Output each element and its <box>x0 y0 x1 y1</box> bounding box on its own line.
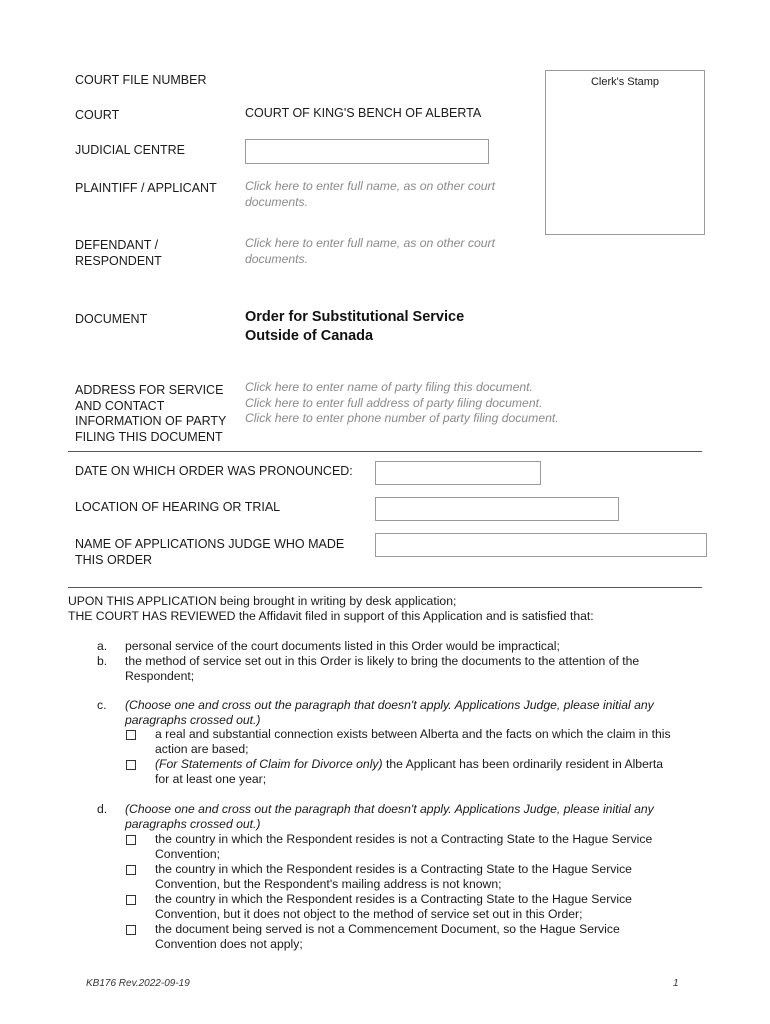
document-label: DOCUMENT <box>75 312 148 326</box>
option-line: Convention, but it does not object to the method of service set out in this Order; <box>155 907 583 921</box>
section-divider <box>68 451 702 452</box>
item-b-letter: b. <box>97 654 108 668</box>
item-d-instruction <box>125 802 654 832</box>
item-c-option-1-checkbox[interactable] <box>126 730 136 740</box>
address-placeholder-line: Click here to enter phone number of party filing document. <box>245 411 559 425</box>
address-placeholder-line: Click here to enter full address of party filing document. <box>245 395 543 410</box>
item-c-option-1-text <box>155 727 671 757</box>
item-b-line: the method of service set out in this Order is likely to bring the documents to the attention of the <box>125 654 640 668</box>
intro-line: UPON THIS APPLICATION being brought in writing by desk application; <box>68 594 457 608</box>
section-divider <box>68 587 702 588</box>
option-italic-text: (For Statements of Claim for Divorce only) <box>155 757 383 771</box>
item-b-line: Respondent; <box>125 669 195 683</box>
defendant-placeholder-line: documents. <box>245 251 309 266</box>
item-d-option-4-text <box>155 922 620 952</box>
item-d-option-3-text <box>155 892 632 922</box>
judge-name-field[interactable] <box>375 533 707 557</box>
item-d-option-2-text <box>155 862 632 892</box>
judge-label-line: THIS ORDER <box>75 552 153 567</box>
document-title-line: Outside of Canada <box>245 328 374 344</box>
item-c-letter: c. <box>97 698 107 712</box>
judge-label-line: NAME OF APPLICATIONS JUDGE WHO MADE <box>75 537 345 551</box>
court-value: COURT OF KING'S BENCH OF ALBERTA <box>245 106 482 120</box>
address-label <box>75 383 226 445</box>
item-b-text <box>125 654 639 684</box>
option-line: the country in which the Respondent resides is a Contracting State to the Hague Service <box>155 862 632 876</box>
judge-name-label <box>75 537 344 568</box>
instruction-line: paragraphs crossed out.) <box>125 817 261 831</box>
item-d-option-4-checkbox[interactable] <box>126 925 136 935</box>
item-d-option-1-text <box>155 832 652 862</box>
plaintiff-name-field[interactable] <box>245 179 495 210</box>
date-pronounced-label: DATE ON WHICH ORDER WAS PRONOUNCED: <box>75 464 353 478</box>
item-a-letter: a. <box>97 639 108 653</box>
document-title <box>245 308 464 346</box>
intro-line: THE COURT HAS REVIEWED the Affidavit filed in support of this Application and is satisfied that: <box>68 609 594 623</box>
date-pronounced-field[interactable] <box>375 461 541 485</box>
item-d-option-2-checkbox[interactable] <box>126 865 136 875</box>
option-line: a real and substantial connection exists between Alberta and the facts on which the claim in this <box>155 727 671 741</box>
option-text: the Applicant has been ordinarily resident in Alberta <box>382 757 664 771</box>
instruction-line: paragraphs crossed out.) <box>125 713 261 727</box>
option-line: Convention; <box>155 847 221 861</box>
address-label-line: INFORMATION OF PARTY <box>75 414 227 428</box>
item-d-option-1-checkbox[interactable] <box>126 835 136 845</box>
plaintiff-placeholder-line: documents. <box>245 194 309 209</box>
location-field[interactable] <box>375 497 619 521</box>
address-placeholder-line: Click here to enter name of party filing this document. <box>245 380 533 394</box>
option-line: Convention, but the Respondent's mailing address is not known; <box>155 877 502 891</box>
option-line: action are based; <box>155 742 249 756</box>
item-c-instruction <box>125 698 654 728</box>
court-file-number-label: COURT FILE NUMBER <box>75 73 207 87</box>
item-c-option-2-text <box>155 757 663 787</box>
judicial-centre-field[interactable] <box>245 139 489 164</box>
defendant-label <box>75 238 162 269</box>
clerk-stamp-box <box>545 70 705 235</box>
clerk-stamp-label: Clerk's Stamp <box>590 76 660 88</box>
court-label: COURT <box>75 108 120 122</box>
defendant-label-line: RESPONDENT <box>75 253 162 268</box>
address-label-line: ADDRESS FOR SERVICE <box>75 383 224 397</box>
option-line: the document being served is not a Commencement Document, so the Hague Service <box>155 922 620 936</box>
instruction-line: (Choose one and cross out the paragraph that doesn't apply. Applications Judge, please initial any <box>125 802 654 816</box>
address-label-line: AND CONTACT <box>75 398 165 413</box>
page-number: 1 <box>673 978 679 989</box>
option-line: Convention does not apply; <box>155 937 303 951</box>
judicial-centre-label: JUDICIAL CENTRE <box>75 143 185 157</box>
defendant-placeholder-line: Click here to enter full name, as on other court <box>245 236 495 250</box>
address-contact-field[interactable] <box>245 380 559 427</box>
option-line: the country in which the Respondent resides is not a Contracting State to the Hague Service <box>155 832 653 846</box>
defendant-name-field[interactable] <box>245 236 495 267</box>
intro-text <box>68 594 594 624</box>
defendant-label-line: DEFENDANT / <box>75 238 159 252</box>
plaintiff-label: PLAINTIFF / APPLICANT <box>75 181 217 195</box>
option-line: the country in which the Respondent resides is a Contracting State to the Hague Service <box>155 892 632 906</box>
item-d-option-3-checkbox[interactable] <box>126 895 136 905</box>
form-code: KB176 Rev.2022-09-19 <box>86 978 190 989</box>
location-label: LOCATION OF HEARING OR TRIAL <box>75 500 281 514</box>
instruction-line: (Choose one and cross out the paragraph that doesn't apply. Applications Judge, please initial any <box>125 698 654 712</box>
option-line: for at least one year; <box>155 772 267 786</box>
item-c-option-2-checkbox[interactable] <box>126 760 136 770</box>
item-a-text: personal service of the court documents listed in this Order would be impractical; <box>125 639 560 653</box>
address-label-line: FILING THIS DOCUMENT <box>75 429 223 444</box>
plaintiff-placeholder-line: Click here to enter full name, as on other court <box>245 179 495 193</box>
document-title-line: Order for Substitutional Service <box>245 309 465 325</box>
item-d-letter: d. <box>97 802 108 816</box>
